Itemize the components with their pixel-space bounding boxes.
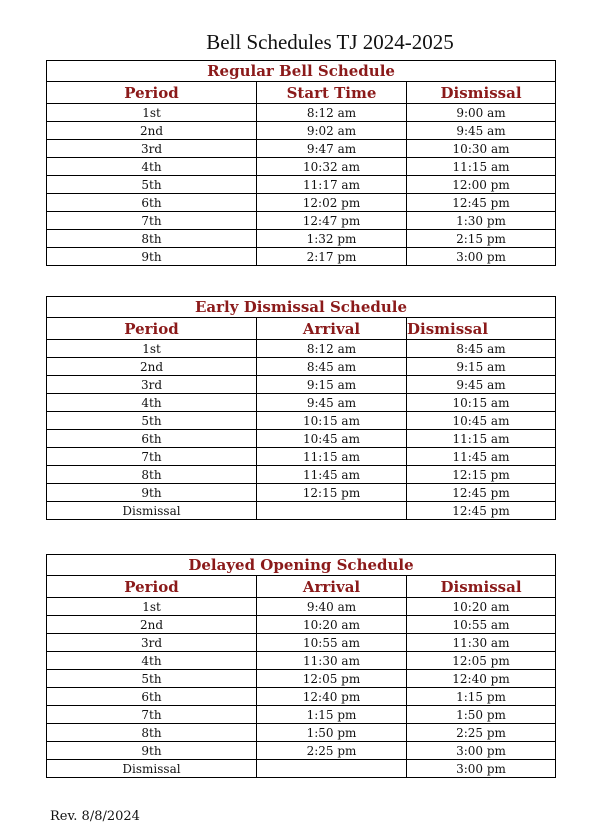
regular-bell-schedule-table [46, 60, 556, 266]
table-row [47, 760, 556, 778]
table-row [47, 430, 556, 448]
dismissal-cell: 10:30 am [407, 140, 556, 158]
arrival-cell: 10:15 am [257, 412, 407, 430]
table-row [47, 104, 556, 122]
period-cell: 3rd [47, 376, 257, 394]
table-row [47, 670, 556, 688]
dismissal-cell: 11:15 am [407, 158, 556, 176]
table-row [47, 724, 556, 742]
dismissal-cell: 1:30 pm [407, 212, 556, 230]
arrival-cell: 12:02 pm [257, 194, 407, 212]
period-cell: 4th [47, 652, 257, 670]
period-cell: 7th [47, 212, 257, 230]
arrival-cell: 9:45 am [257, 394, 407, 412]
dismissal-cell: 10:45 am [407, 412, 556, 430]
table-title: Delayed Opening Schedule [47, 555, 556, 576]
period-cell: 7th [47, 706, 257, 724]
period-cell: 5th [47, 176, 257, 194]
dismissal-cell: 2:15 pm [407, 230, 556, 248]
table-row [47, 230, 556, 248]
table-title: Early Dismissal Schedule [47, 297, 556, 318]
table-row [47, 634, 556, 652]
arrival-cell: 10:32 am [257, 158, 407, 176]
dismissal-cell: 11:45 am [407, 448, 556, 466]
table-row [47, 688, 556, 706]
arrival-cell: 12:15 pm [257, 484, 407, 502]
table-row [47, 652, 556, 670]
dismissal-cell: 3:00 pm [407, 760, 556, 778]
period-cell: 2nd [47, 358, 257, 376]
arrival-cell: 9:47 am [257, 140, 407, 158]
dismissal-cell: 10:15 am [407, 394, 556, 412]
dismissal-cell: 1:15 pm [407, 688, 556, 706]
column-header-period: Period [47, 82, 257, 104]
table-body [47, 598, 556, 778]
period-cell: 3rd [47, 140, 257, 158]
column-header-dismissal: Dismissal [407, 82, 556, 104]
dismissal-cell: 8:45 am [407, 340, 556, 358]
column-header-arrival: Arrival [257, 318, 407, 340]
arrival-cell: 1:50 pm [257, 724, 407, 742]
dismissal-cell: 11:15 am [407, 430, 556, 448]
arrival-cell: 10:45 am [257, 430, 407, 448]
table-row [47, 176, 556, 194]
table-row [47, 358, 556, 376]
arrival-cell: 11:30 am [257, 652, 407, 670]
arrival-cell: 2:25 pm [257, 742, 407, 760]
period-cell: 4th [47, 158, 257, 176]
arrival-cell: 12:05 pm [257, 670, 407, 688]
dismissal-cell: 10:20 am [407, 598, 556, 616]
arrival-cell: 11:17 am [257, 176, 407, 194]
dismissal-cell: 2:25 pm [407, 724, 556, 742]
table-row [47, 412, 556, 430]
period-cell: 6th [47, 688, 257, 706]
arrival-cell: 9:15 am [257, 376, 407, 394]
table-row [47, 248, 556, 266]
period-cell: 8th [47, 466, 257, 484]
arrival-cell: 11:45 am [257, 466, 407, 484]
period-cell: 6th [47, 194, 257, 212]
arrival-cell: 8:12 am [257, 104, 407, 122]
arrival-cell: 1:15 pm [257, 706, 407, 724]
table-body [47, 340, 556, 520]
dismissal-cell: 12:45 pm [407, 484, 556, 502]
arrival-cell: 9:02 am [257, 122, 407, 140]
column-header-start-time: Start Time [257, 82, 407, 104]
period-cell: 9th [47, 248, 257, 266]
table-row [47, 706, 556, 724]
early-dismissal-schedule-table [46, 296, 556, 520]
arrival-cell: 8:12 am [257, 340, 407, 358]
dismissal-cell: 3:00 pm [407, 742, 556, 760]
period-cell: 2nd [47, 122, 257, 140]
period-cell: 6th [47, 430, 257, 448]
table-row [47, 212, 556, 230]
arrival-cell [257, 760, 407, 778]
period-cell: 9th [47, 484, 257, 502]
dismissal-cell: 11:30 am [407, 634, 556, 652]
table-row [47, 484, 556, 502]
column-header-arrival: Arrival [257, 576, 407, 598]
arrival-cell: 9:40 am [257, 598, 407, 616]
column-header-dismissal: Dismissal [407, 318, 556, 340]
column-header-dismissal: Dismissal [407, 576, 556, 598]
period-cell: 2nd [47, 616, 257, 634]
dismissal-cell: 9:15 am [407, 358, 556, 376]
dismissal-cell: 9:00 am [407, 104, 556, 122]
dismissal-cell: 12:45 pm [407, 502, 556, 520]
period-cell: 9th [47, 742, 257, 760]
arrival-cell: 8:45 am [257, 358, 407, 376]
table-row [47, 466, 556, 484]
period-cell: 5th [47, 670, 257, 688]
table-row [47, 140, 556, 158]
column-header-period: Period [47, 576, 257, 598]
table-row [47, 448, 556, 466]
table-title: Regular Bell Schedule [47, 61, 556, 82]
table-row [47, 502, 556, 520]
dismissal-cell: 12:05 pm [407, 652, 556, 670]
arrival-cell: 10:20 am [257, 616, 407, 634]
table-row [47, 742, 556, 760]
dismissal-cell: 10:55 am [407, 616, 556, 634]
arrival-cell: 1:32 pm [257, 230, 407, 248]
table-row [47, 598, 556, 616]
table-row [47, 194, 556, 212]
dismissal-cell: 3:00 pm [407, 248, 556, 266]
dismissal-cell: 12:00 pm [407, 176, 556, 194]
table-body [47, 104, 556, 266]
dismissal-cell: 12:45 pm [407, 194, 556, 212]
arrival-cell: 12:47 pm [257, 212, 407, 230]
delayed-opening-schedule-table [46, 554, 556, 778]
revision-footer: Rev. 8/8/2024 [50, 809, 140, 824]
arrival-cell: 2:17 pm [257, 248, 407, 266]
arrival-cell: 12:40 pm [257, 688, 407, 706]
period-cell: 8th [47, 230, 257, 248]
table-row [47, 340, 556, 358]
table-row [47, 394, 556, 412]
period-cell: 1st [47, 598, 257, 616]
period-cell: 3rd [47, 634, 257, 652]
arrival-cell: 10:55 am [257, 634, 407, 652]
table-row [47, 158, 556, 176]
table-row [47, 376, 556, 394]
dismissal-cell: 12:15 pm [407, 466, 556, 484]
period-cell: Dismissal [47, 502, 257, 520]
period-cell: 7th [47, 448, 257, 466]
period-cell: 1st [47, 104, 257, 122]
dismissal-cell: 9:45 am [407, 376, 556, 394]
table-row [47, 616, 556, 634]
arrival-cell [257, 502, 407, 520]
period-cell: Dismissal [47, 760, 257, 778]
period-cell: 1st [47, 340, 257, 358]
column-header-period: Period [47, 318, 257, 340]
dismissal-cell: 12:40 pm [407, 670, 556, 688]
dismissal-cell: 9:45 am [407, 122, 556, 140]
period-cell: 4th [47, 394, 257, 412]
arrival-cell: 11:15 am [257, 448, 407, 466]
dismissal-cell: 1:50 pm [407, 706, 556, 724]
document-title: Bell Schedules TJ 2024-2025 [206, 30, 454, 54]
period-cell: 8th [47, 724, 257, 742]
period-cell: 5th [47, 412, 257, 430]
table-row [47, 122, 556, 140]
